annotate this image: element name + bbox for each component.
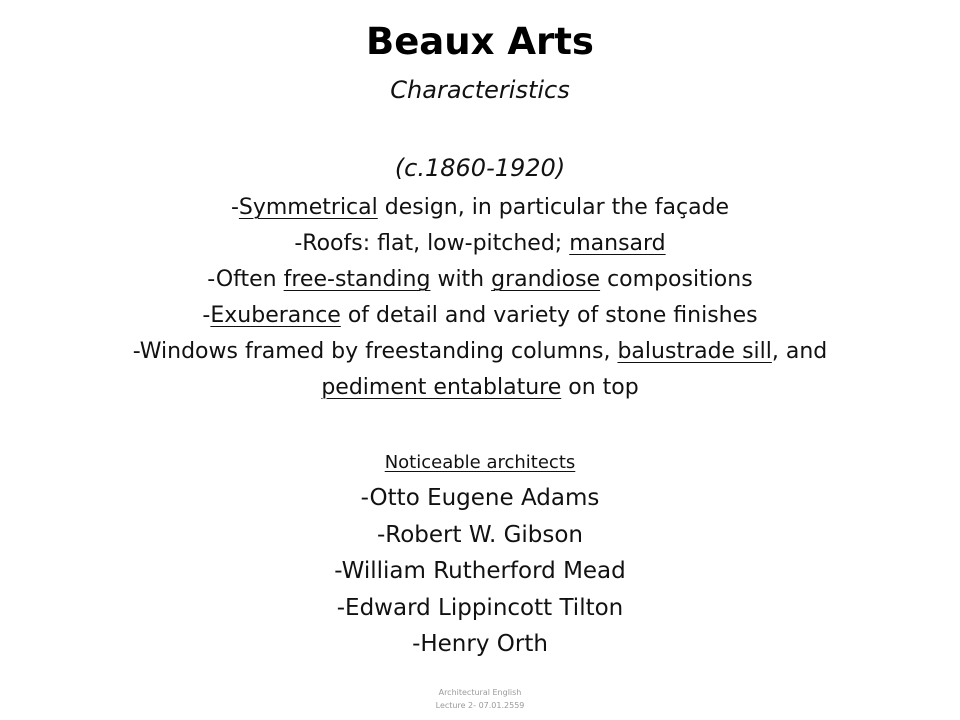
- underlined-term: grandiose: [491, 267, 601, 292]
- footer-course: Architectural English: [438, 688, 522, 697]
- characteristics-list: [20, 190, 940, 406]
- architects-heading: Noticeable architects: [384, 452, 576, 473]
- text-segment: , and: [771, 339, 828, 364]
- footer-lecture: Lecture 2- 07.01.2559: [435, 701, 525, 710]
- architect-item: -Henry Orth: [412, 631, 548, 657]
- text-segment: -: [230, 195, 239, 220]
- underlined-term: Exuberance: [210, 303, 341, 328]
- text-segment: -Windows framed by freestanding columns,: [132, 339, 618, 364]
- slide-subtitle: Characteristics: [390, 76, 570, 104]
- slide-title: Beaux Arts: [366, 20, 594, 63]
- underlined-term: Symmetrical: [238, 195, 378, 220]
- period-range: (c.1860-1920): [394, 154, 566, 182]
- underlined-term: balustrade sill: [617, 339, 772, 364]
- characteristic-line: [20, 262, 940, 298]
- underlined-term: mansard: [569, 231, 666, 256]
- text-segment: -: [202, 303, 211, 328]
- text-segment: -Roofs: flat, low-pitched;: [294, 231, 570, 256]
- characteristic-line: [20, 298, 940, 334]
- characteristic-line: [20, 370, 940, 406]
- architect-item: -Edward Lippincott Tilton: [336, 594, 624, 621]
- text-segment: on top: [561, 375, 639, 400]
- text-segment: compositions: [600, 267, 753, 292]
- text-segment: -Often: [207, 267, 284, 292]
- slide-footer: [0, 686, 960, 712]
- characteristic-line: [20, 190, 940, 226]
- architect-item: -Robert W. Gibson: [376, 521, 584, 548]
- architect-item: -William Rutherford Mead: [334, 558, 626, 584]
- characteristic-line: [20, 334, 940, 370]
- text-segment: of detail and variety of stone finishes: [340, 303, 758, 328]
- characteristic-line: [20, 226, 940, 262]
- underlined-term: free-standing: [283, 267, 431, 292]
- text-segment: design, in particular the façade: [377, 195, 730, 220]
- text-segment: with: [430, 267, 492, 292]
- architect-item: -Otto Eugene Adams: [360, 485, 600, 511]
- architects-list: [0, 480, 960, 663]
- underlined-term: pediment entablature: [321, 375, 562, 400]
